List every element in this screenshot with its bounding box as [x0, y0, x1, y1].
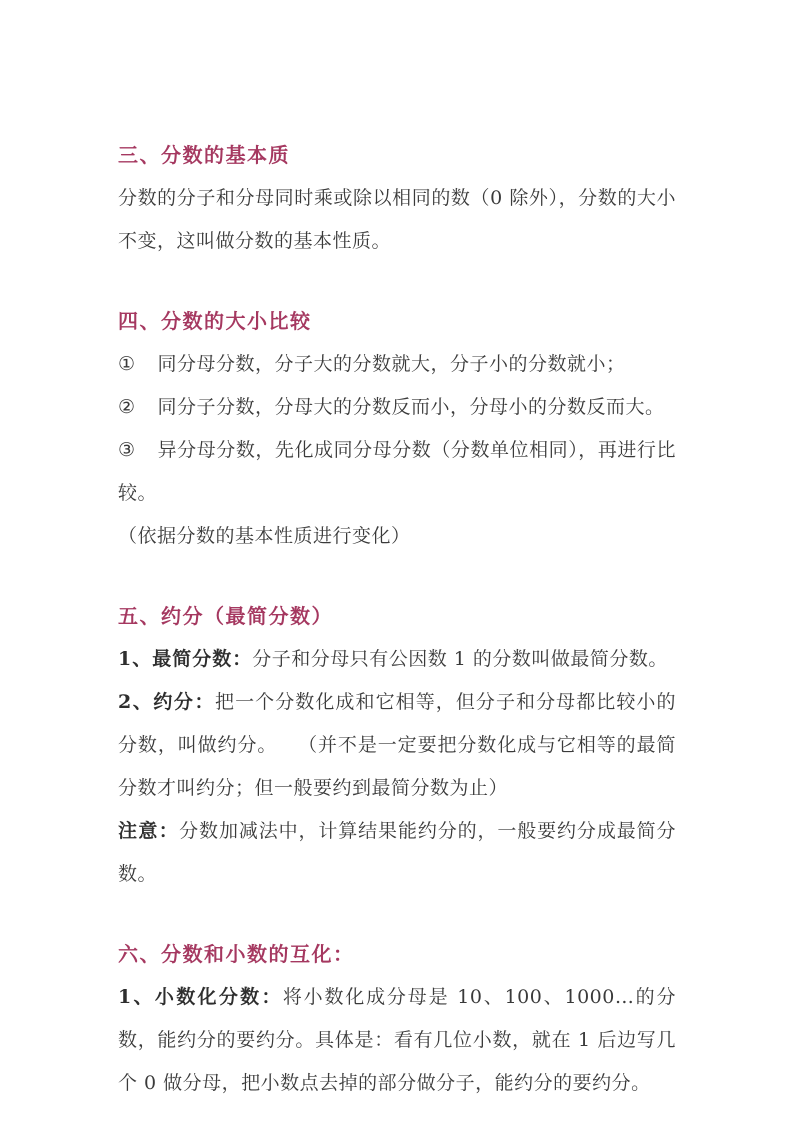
- list-item: [118, 386, 676, 429]
- paragraph-text: 把一个分数化成和它相等，但分子和分母都比较小的分数，叫做约分。 （并不是一定要把分数化成与它相等的最简分数才叫约分；但一般要约到最简分数为止）: [118, 691, 676, 799]
- list-marker: ②: [118, 396, 136, 418]
- paragraph-lead: 注意：: [118, 820, 180, 842]
- body-paragraph: [118, 681, 676, 810]
- section-heading: 四、分数的大小比较: [118, 309, 312, 333]
- body-paragraph: [118, 810, 676, 896]
- paragraph-text: 分数的分子和分母同时乘或除以相同的数（0 除外），分数的大小不变，这叫做分数的基本性质。: [118, 187, 676, 252]
- paragraph-text: 异分母分数，先化成同分母分数（分数单位相同），再进行比较。: [118, 439, 676, 504]
- body-paragraph: [118, 638, 676, 681]
- paragraph-text: 同分母分数，分子大的分数就大，分子小的分数就小；: [157, 353, 626, 375]
- paragraph-lead: 2、约分：: [118, 691, 216, 713]
- section-fraction-reduction: [118, 595, 676, 896]
- paragraph-text: （依据分数的基本性质进行变化）: [118, 525, 411, 547]
- body-paragraph: [118, 976, 676, 1105]
- list-marker: ③: [118, 439, 136, 461]
- section-heading: 三、分数的基本质: [118, 143, 290, 167]
- body-paragraph: [118, 515, 676, 558]
- paragraph-lead: 1、最简分数：: [118, 648, 253, 670]
- list-item: [118, 343, 676, 386]
- section-fraction-size-comparison: [118, 300, 676, 558]
- list-item: [118, 429, 676, 515]
- body-paragraph: [118, 177, 676, 263]
- paragraph-text: 将小数化成分母是 10、100、1000…的分数，能约分的要约分。具体是：看有几位小数，就在 1 后边写几个 0 做分母，把小数点去掉的部分做分子，能约分的要约分。: [118, 986, 676, 1094]
- paragraph-text: 分子和分母只有公因数 1 的分数叫做最简分数。: [252, 648, 668, 670]
- section-fraction-basic-property: [118, 134, 676, 263]
- paragraph-text: 同分子分数，分母大的分数反而小，分母小的分数反而大。: [157, 396, 665, 418]
- list-marker: ①: [118, 353, 136, 375]
- section-heading: 五、约分（最简分数）: [118, 604, 333, 628]
- paragraph-lead: 1、小数化分数：: [118, 986, 283, 1008]
- section-fraction-decimal-conversion: [118, 933, 676, 1105]
- section-heading: 六、分数和小数的互化：: [118, 942, 355, 966]
- paragraph-text: 分数加减法中，计算结果能约分的，一般要约分成最简分数。: [118, 820, 676, 885]
